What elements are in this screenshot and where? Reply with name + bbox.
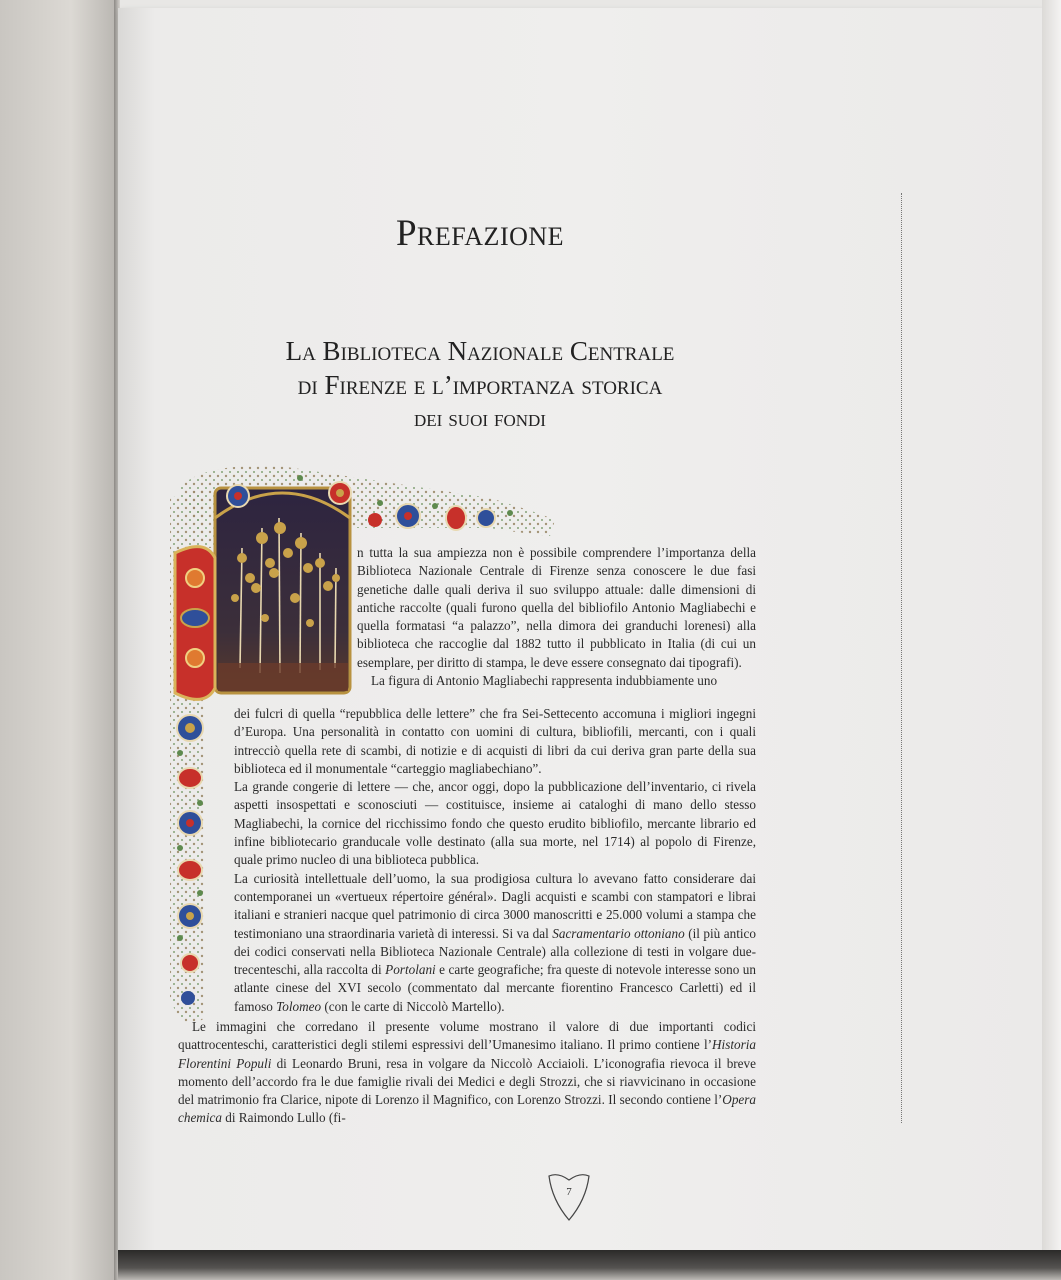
chapter-subtitle bbox=[220, 334, 740, 436]
p4-part-c: e carte geografiche; fra queste di notevole interesse sono un atlante cinese del XVI secolo (commentato dal mercante fiorentino Francesco Carletti) ed il famoso bbox=[234, 962, 756, 1014]
paragraph-3-text: La grande congerie di lettere — che, ancor oggi, dopo la pubblicazione dell’inventario, ci rivela aspetti insospettati e sconosciuti — costituisce, insieme ai cataloghi di mano dello stesso Magliabechi, la cornice del ricchissimo fondo che questo erudito bibliofilo, mercante librario ed infine bibliotecario granducale volle destinato (alla sua morte, nel 1714) al popolo di Firenze, quale primo nucleo di una biblioteca pubblica. bbox=[234, 779, 756, 868]
paragraph-2-text: dei fulcri di quella “repubblica delle lettere” che fra Sei-Settecento accomuna i migliori ingegni d’Europa. Una personalità in contatto con uomini di cultura, bibliofili, mercanti, con i quali intrecciò quella rete di scambi, di notizie e di acquisti di libri da cui deriva gran parte della sua biblioteca ed il monumentale “carteggio magliabechiano”. bbox=[234, 706, 756, 776]
p4-part-b: (il più antico dei codici conservati nella Biblioteca Nazionale Centrale) alla collezione di testi in volgare due-trecenteschi, alla raccolta di bbox=[234, 925, 756, 978]
p5-italic-opera: Opera chemica bbox=[178, 1092, 756, 1126]
p4-part-d: (con le carte di Niccolò Martello). bbox=[321, 998, 505, 1014]
p4-part-a: La curiosità intellettuale dell’uomo, la sua prodigiosa cultura lo avevano fatto considerare dai contemporanei un «vertueux répertoire général». Dagli acquisti e scambi con stampatori e librai italiani e stranieri nacque quel patrimonio di circa 3000 manoscritti e 25.000 volumi a stampa che testimoniano una straordinaria varietà di interessi. Si va dal bbox=[234, 870, 756, 941]
page-number: 7 bbox=[566, 1186, 572, 1198]
p5-part-a: Le immagini che corredano il presente volume mostrano il valore di due importanti codici quattrocenteschi, caratteristici degli stilemi espressivi dell’Umanesimo italiano. Il primo contiene l’ bbox=[178, 1019, 756, 1053]
margin-dotted-rule bbox=[901, 193, 902, 1123]
book-left-edge bbox=[0, 0, 118, 1280]
paragraph-1-text: n tutta la sua ampiezza non è possibile comprendere l’importanza della Biblioteca Nazionale Centrale di Firenze senza conoscere le due fasi genetiche dalle quali deriva il suo sviluppo attuale: dalle dimensioni di antiche raccolte (quali furono quella del bibliofilo Antonio Magliabechi e quella formatasi “a palazzo”, nella dimora dei granduchi lorenesi) alla biblioteca che raccoglie dal 1882 tutto il pubblicato in Italia (di cui un esemplare, per diritto di stampa, le deve essere consegnato dai tipografi). bbox=[357, 545, 756, 670]
p4-italic-sacramentario: Sacramentario ottoniano bbox=[552, 925, 685, 941]
paragraph-block-3 bbox=[178, 1018, 756, 1128]
paragraph-4-text bbox=[234, 870, 756, 1016]
p5-part-b: di Leonardo Bruni, resa in volgare da Niccolò Acciaioli. L’iconografia rievoca il breve momento dell’accordo fra le due famiglie rivali dei Medici e degli Strozzi, che si riavvicinano in occasione del matrimonio fra Clarice, nipote di Lorenzo il Magnifico, con Lorenzo Strozzi. Il secondo contiene l’ bbox=[178, 1055, 756, 1108]
p4-italic-portolani: Portolani bbox=[385, 962, 436, 978]
page-right-edge bbox=[1042, 0, 1061, 1260]
paragraph-2-lead: La figura di Antonio Magliabechi rappresenta indubbiamente uno bbox=[371, 673, 718, 689]
subtitle-line-3: dei suoi fondi bbox=[414, 406, 546, 432]
paragraph-1 bbox=[357, 544, 756, 690]
subtitle-line-1: La Biblioteca Nazionale Centrale bbox=[285, 336, 675, 366]
p5-italic-historia: Historia Florentini Populi bbox=[178, 1037, 756, 1071]
page-title: Prefazione bbox=[395, 213, 565, 254]
paragraph-5-text bbox=[178, 1018, 756, 1128]
paragraph-block-2 bbox=[234, 705, 756, 1016]
page-bottom-edge bbox=[118, 1250, 1061, 1280]
p5-part-c: di Raimondo Lullo (fi- bbox=[221, 1110, 346, 1126]
p4-italic-tolomeo: Tolomeo bbox=[276, 998, 322, 1014]
subtitle-line-2: di Firenze e l’importanza storica bbox=[297, 370, 663, 400]
